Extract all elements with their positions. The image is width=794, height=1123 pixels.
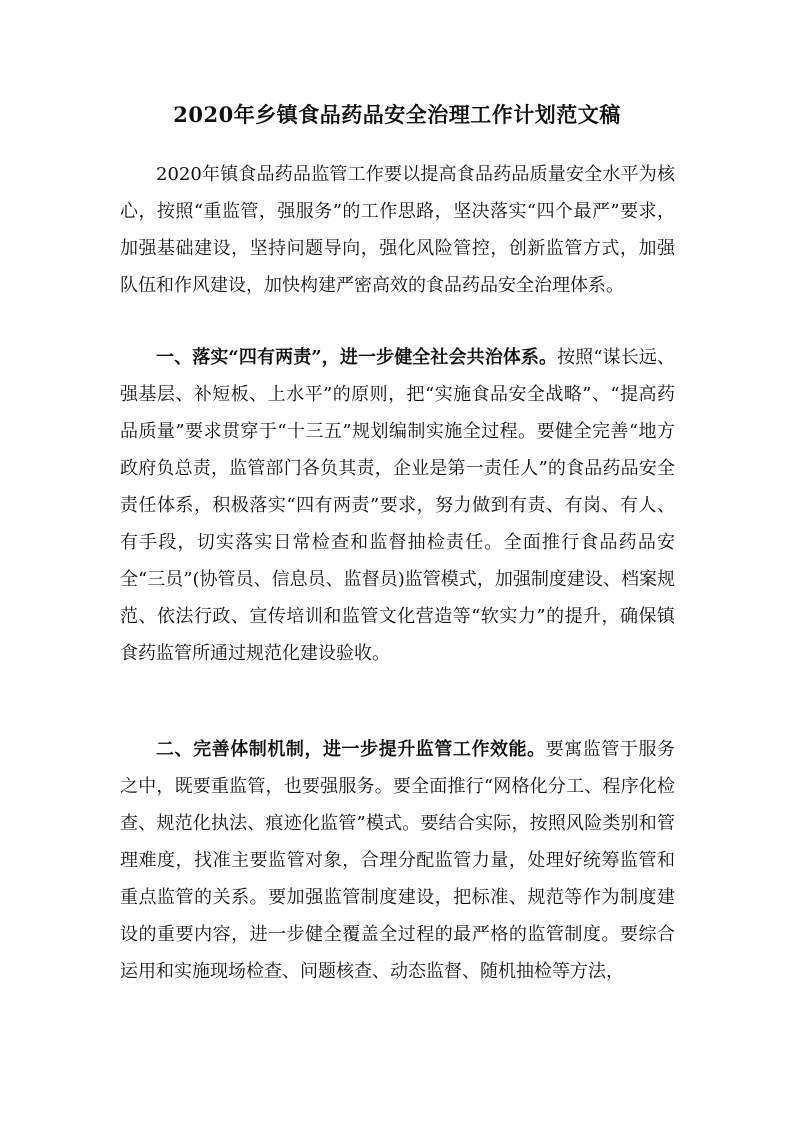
section-two-body: 要寓监管于服务之中，既要重监管，也要强服务。要全面推行“网格化分工、程序化检查、规范化执法、痕迹化监管”模式。要结合实际，按照风险类别和管理难度，找准主要监管对象，合理分配监管力量，处理好统筹监管和重点监管的关系。要加强监管制度建设，把标准、规范等作为制度建设的重要内容，进一步健全覆盖全过程的最严格的监管制度。要综合运用和实施现场检查、问题核查、动态监督、随机抽检等方法， — [120, 739, 676, 982]
section-one-heading: 一、落实“四有两责”，进一步健全社会共治体系。 — [156, 347, 558, 368]
section-one-body: 按照“谋长远、强基层、补短板、上水平”的原则，把“实施食品安全战略”、“提高药品质量”要求贯穿于“十三五”规划编制实施全过程。要健全完善“地方政府负总责，监管部门各负其责，企业是第一责任人”的食品药品安全责任体系，积极落实“四有两责”要求，努力做到有责、有岗、有人、有手段，切实落实日常检查和监督抽检责任。全面推行食品药品安全“三员”(协管员、信息员、监督员)监管模式，加强制度建设、档案规范、依法行政、宣传培训和监管文化营造等“软实力”的提升，确保镇食药监管所通过规范化建设验收。 — [120, 347, 675, 664]
section-one-paragraph — [120, 339, 675, 672]
document-title: 2020年乡镇食品药品安全治理工作计划范文稿 — [173, 102, 621, 127]
intro-paragraph: 2020年镇食品药品监管工作要以提高食品药品质量安全水平为核心，按照“重监管，强服务”的工作思路，坚决落实“四个最严”要求，加强基础建设，坚持问题导向，强化风险管控，创新监管方式，加强队伍和作风建设，加快构建严密高效的食品药品安全治理体系。 — [120, 164, 675, 296]
section-two-heading: 二、完善体制机制，进一步提升监管工作效能。 — [156, 739, 546, 760]
section-two-paragraph — [120, 731, 675, 990]
